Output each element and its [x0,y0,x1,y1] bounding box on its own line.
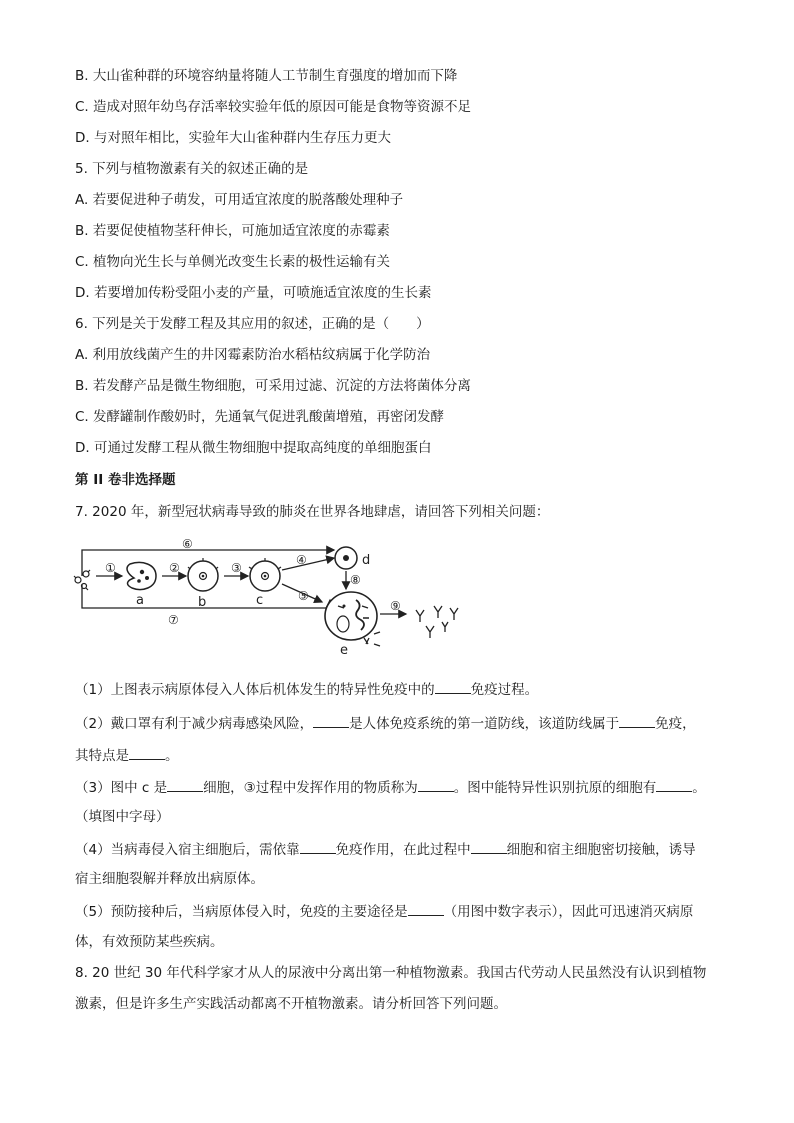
q4-option-c: C. 造成对照年幼鸟存活率较实验年低的原因可能是食物等资源不足 [75,99,472,115]
label-step-7: ⑦ [168,613,179,627]
cell-b-icon [188,558,218,591]
label-cell-a: a [136,593,144,608]
cell-a-macrophage-icon [127,563,156,590]
q8-stem-line-1: 8. 20 世纪 30 年代科学家才从人的尿液中分离出第一种植物激素。我国古代劳动人民虽然没有认识到植物 [75,965,707,981]
antibody-icon [416,606,458,638]
q7-part-4-line-2: 宿主细胞裂解并释放出病原体。 [75,871,264,887]
cell-d-icon [335,547,357,569]
label-step-9: ⑨ [390,599,401,613]
label-step-1: ① [105,561,116,575]
q5-option-b: B. 若要促使植物茎秆伸长，可施加适宜浓度的赤霉素 [75,223,390,239]
answer-blank[interactable] [619,713,655,728]
q7-part-3-line-2: （填图中字母） [75,809,170,825]
label-step-2: ② [169,561,180,575]
q6-option-c: C. 发酵罐制作酸奶时，先通氧气促进乳酸菌增殖，再密闭发酵 [75,409,445,425]
label-step-4: ④ [296,553,307,567]
answer-blank[interactable] [408,901,444,916]
q7-part-3-line-1: （3）图中 c 是 细胞，③过程中发挥作用的物质称为 。图中能特异性识别抗原的细胞有 。 [75,777,706,798]
cell-e-plasma-cell-icon [325,592,380,646]
label-step-6: ⑥ [182,537,193,551]
answer-blank[interactable] [129,745,165,760]
q6-option-b: B. 若发酵产品是微生物细胞，可采用过滤、沉淀的方法将菌体分离 [75,378,471,394]
q6-option-d: D. 可通过发酵工程从微生物细胞中提取高纯度的单细胞蛋白 [75,440,432,456]
q7-part-1: （1）上图表示病原体侵入人体后机体发生的特异性免疫中的 免疫过程。 [75,679,538,700]
q5-stem: 5. 下列与植物激素有关的叙述正确的是 [75,161,309,177]
q7-part-5-line-2: 体，有效预防某些疾病。 [75,934,224,950]
label-cell-b: b [198,595,207,610]
q7-part-2-line-1: （2）戴口罩有利于减少病毒感染风险， 是人体免疫系统的第一道防线，该道防线属于 免疫， [75,713,696,734]
label-cell-e: e [340,643,348,658]
arrow-4 [282,558,334,570]
answer-blank[interactable] [167,777,203,792]
q5-option-c: C. 植物向光生长与单侧光改变生长素的极性运输有关 [75,254,391,270]
immune-process-figure [72,534,472,666]
label-step-3: ③ [231,561,242,575]
q6-stem: 6. 下列是关于发酵工程及其应用的叙述，正确的是（ ） [75,316,430,332]
label-step-8: ⑧ [350,573,361,587]
q4-option-b: B. 大山雀种群的环境容纳量将随人工节制生育强度的增加而下降 [75,68,458,84]
q7-part-4-line-1: （4）当病毒侵入宿主细胞后，需依靠 免疫作用，在此过程中 细胞和宿主细胞密切接触，诱导 [75,839,696,860]
cell-c-icon [249,558,281,591]
q5-option-a: A. 若要促进种子萌发，可用适宜浓度的脱落酸处理种子 [75,192,404,208]
answer-blank[interactable] [435,679,471,694]
section-title: 第 II 卷非选择题 [75,472,176,488]
answer-blank[interactable] [418,777,454,792]
answer-blank[interactable] [313,713,349,728]
q5-option-d: D. 若要增加传粉受阻小麦的产量，可喷施适宜浓度的生长素 [75,285,432,301]
label-cell-d: d [362,553,371,568]
label-step-5: ⑤ [298,589,309,603]
q6-option-a: A. 利用放线菌产生的井冈霉素防治水稻枯纹病属于化学防治 [75,347,431,363]
answer-blank[interactable] [471,839,507,854]
q4-option-d: D. 与对照年相比，实验年大山雀种群内生存压力更大 [75,130,391,146]
q7-stem: 7. 2020 年，新型冠状病毒导致的肺炎在世界各地肆虐，请回答下列相关问题： [75,504,550,520]
q7-part-5-line-1: （5）预防接种后，当病原体侵入时，免疫的主要途径是 （用图中数字表示），因此可迅速消灭病原 [75,901,693,922]
answer-blank[interactable] [300,839,336,854]
q8-stem-line-2: 激素，但是许多生产实践活动都离不开植物激素。请分析回答下列问题。 [75,996,507,1012]
answer-blank[interactable] [656,777,692,792]
label-cell-c: c [256,593,264,608]
q7-part-2-line-2: 其特点是 。 [75,745,179,766]
